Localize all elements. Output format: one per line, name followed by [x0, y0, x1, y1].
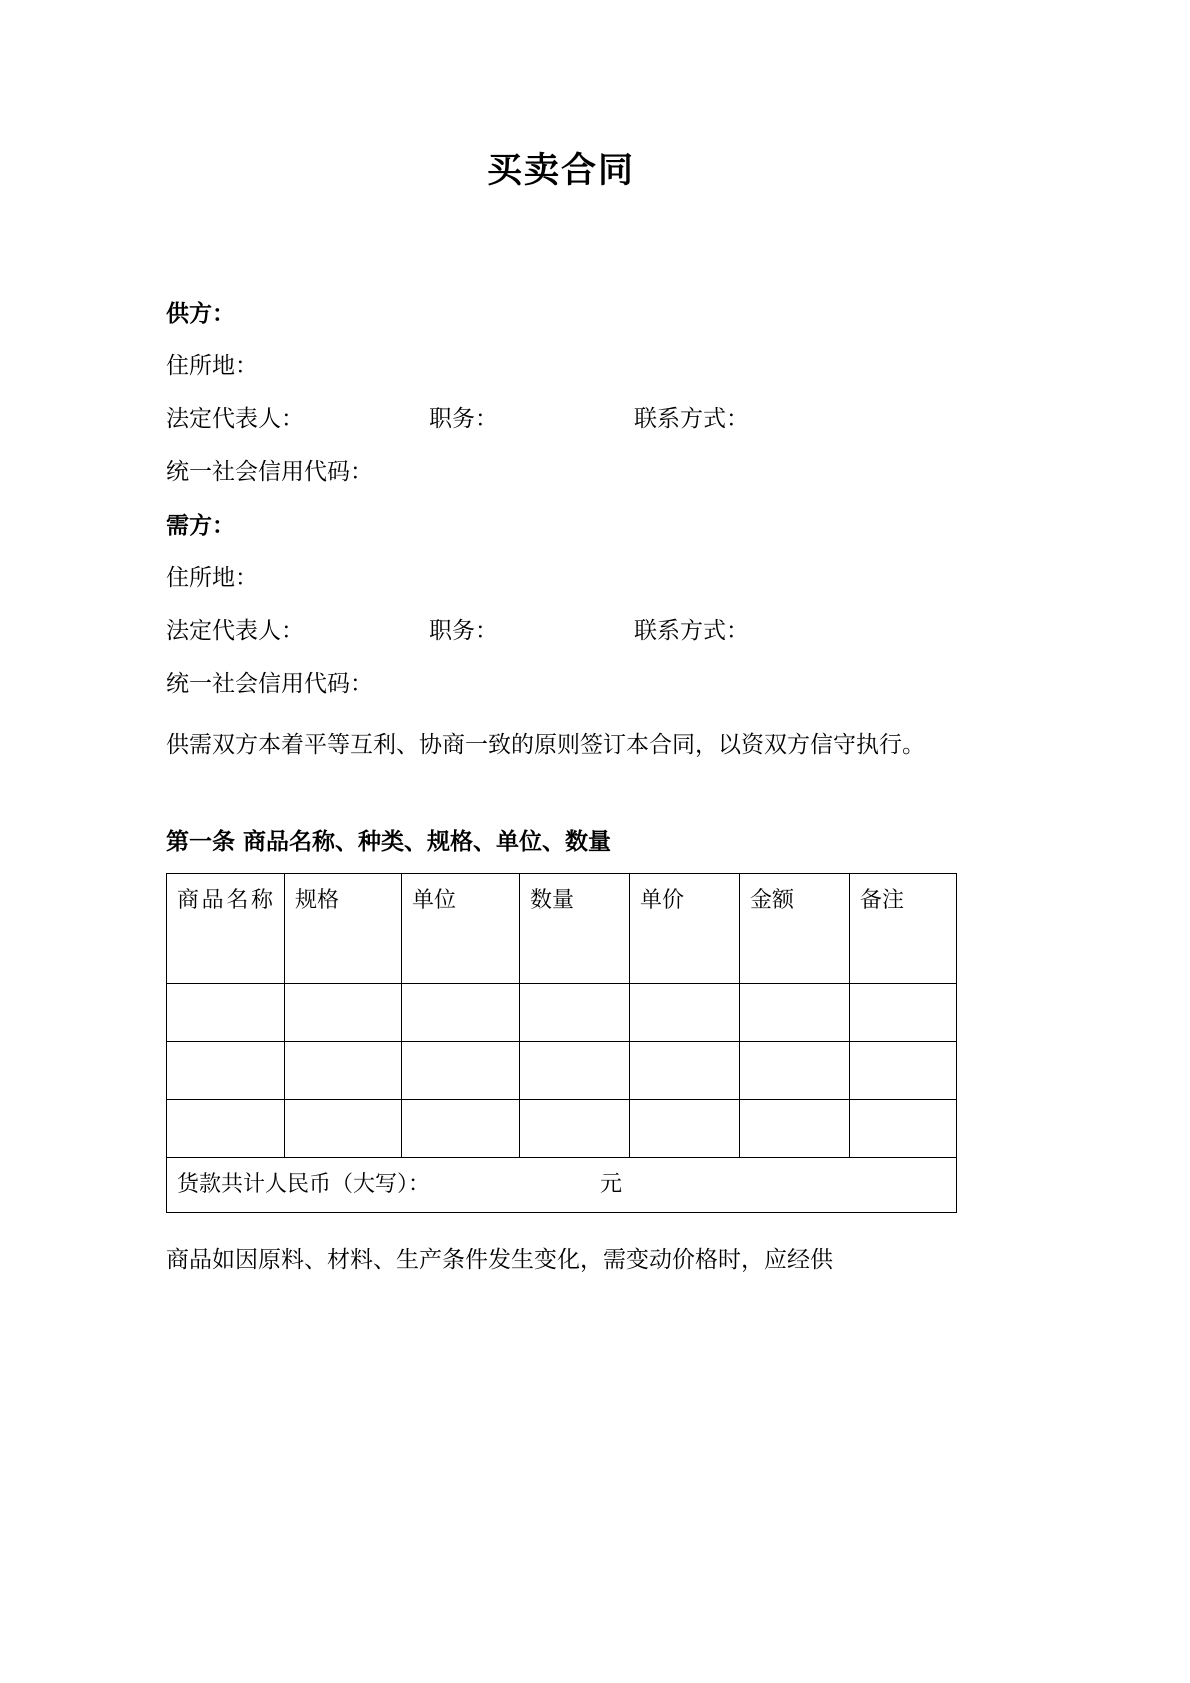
table-cell-name[interactable]	[167, 984, 285, 1042]
table-cell-name[interactable]	[167, 1100, 285, 1158]
table-total-row	[167, 1158, 957, 1213]
table-cell-unit-price[interactable]	[630, 984, 740, 1042]
table-cell-note[interactable]	[850, 1100, 957, 1158]
buyer-legal-rep-label: 法定代表人：	[166, 618, 304, 644]
table-row	[167, 1042, 957, 1100]
preamble-paragraph: 供需双方本着平等互利、协商一致的原则签订本合同，以资双方信守执行。	[166, 732, 925, 758]
page-title: 买卖合同	[486, 150, 635, 191]
goods-table	[166, 873, 957, 1213]
table-header-cell-name: 商品名称	[167, 874, 285, 984]
buyer-rep-row	[166, 620, 956, 643]
supplier-contact-label: 联系方式：	[634, 406, 749, 432]
table-cell-note[interactable]	[850, 1042, 957, 1100]
supplier-rep-row	[166, 408, 956, 431]
total-label: 货款共计人民币（大写）：	[177, 1172, 431, 1197]
table-total-cell[interactable]	[167, 1158, 957, 1213]
buyer-block	[166, 514, 956, 696]
article-one-heading: 第一条 商品名称、种类、规格、单位、数量	[166, 828, 612, 855]
buyer-heading: 需方：	[166, 512, 235, 539]
table-cell-amount[interactable]	[740, 984, 850, 1042]
table-header-cell-amount: 金额	[740, 874, 850, 984]
table-cell-unit-price[interactable]	[630, 1100, 740, 1158]
supplier-address-label: 住所地：	[166, 353, 258, 379]
table-cell-name[interactable]	[167, 1042, 285, 1100]
table-header-row	[167, 874, 957, 984]
table-header-cell-unit-price: 单价	[630, 874, 740, 984]
table-cell-spec[interactable]	[285, 1042, 402, 1100]
supplier-heading: 供方：	[166, 300, 235, 327]
table-cell-unit[interactable]	[402, 1100, 520, 1158]
table-cell-quantity[interactable]	[520, 1100, 630, 1158]
article-one-note: 商品如因原料、材料、生产条件发生变化，需变动价格时，应经供	[166, 1247, 833, 1274]
table-cell-note[interactable]	[850, 984, 957, 1042]
table-cell-spec[interactable]	[285, 984, 402, 1042]
buyer-position-label: 职务：	[429, 618, 498, 644]
table-cell-spec[interactable]	[285, 1100, 402, 1158]
table-cell-quantity[interactable]	[520, 984, 630, 1042]
table-header-cell-quantity: 数量	[520, 874, 630, 984]
table-row	[167, 1100, 957, 1158]
buyer-address-label: 住所地：	[166, 565, 258, 591]
supplier-position-label: 职务：	[429, 406, 498, 432]
table-header-cell-unit: 单位	[402, 874, 520, 984]
table-header-cell-spec: 规格	[285, 874, 402, 984]
buyer-credit-code-label: 统一社会信用代码：	[166, 671, 373, 697]
document-content	[166, 0, 956, 1272]
buyer-contact-label: 联系方式：	[634, 618, 749, 644]
supplier-credit-code-label: 统一社会信用代码：	[166, 459, 373, 485]
table-header-cell-note: 备注	[850, 874, 957, 984]
total-unit: 元	[600, 1172, 623, 1197]
table-cell-amount[interactable]	[740, 1042, 850, 1100]
table-cell-quantity[interactable]	[520, 1042, 630, 1100]
supplier-block	[166, 192, 956, 484]
table-cell-amount[interactable]	[740, 1100, 850, 1158]
table-cell-unit-price[interactable]	[630, 1042, 740, 1100]
supplier-legal-rep-label: 法定代表人：	[166, 406, 304, 432]
table-cell-unit[interactable]	[402, 984, 520, 1042]
table-cell-unit[interactable]	[402, 1042, 520, 1100]
table-row	[167, 984, 957, 1042]
